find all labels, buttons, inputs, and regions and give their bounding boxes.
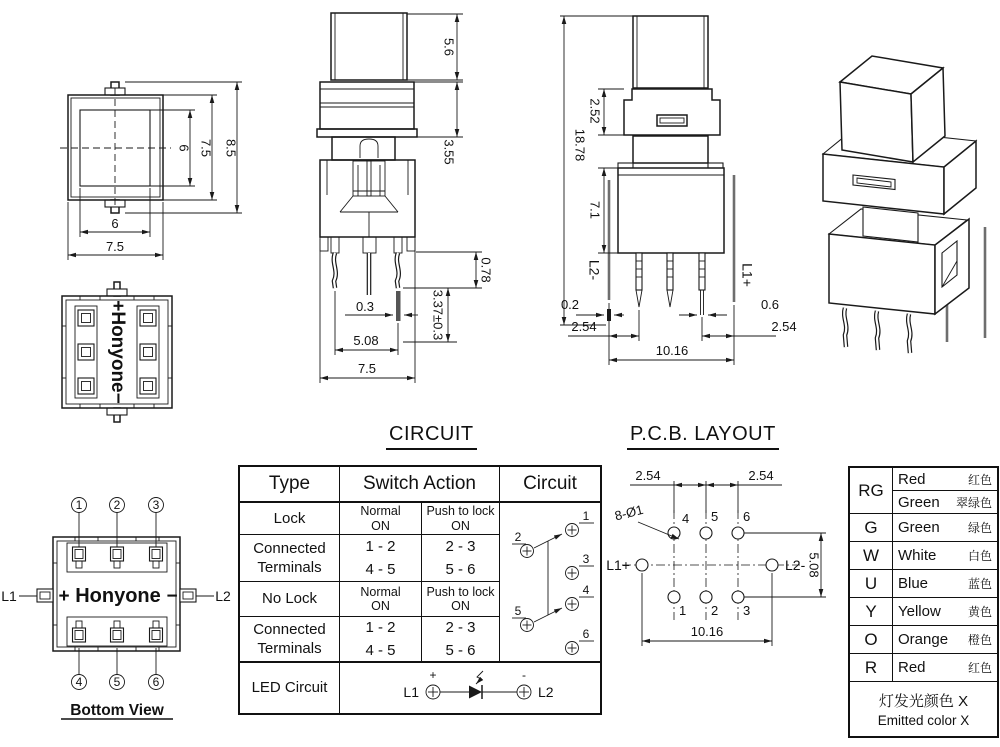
color-name-en: Green bbox=[898, 519, 940, 536]
circuit-cell-nolock: No Lock bbox=[240, 582, 340, 617]
circuit-cell-connected: Connected Terminals bbox=[240, 617, 340, 663]
color-name-en: White bbox=[898, 547, 937, 564]
color-name-cn: 红色 bbox=[967, 661, 992, 675]
color-name-cn: 白色 bbox=[967, 549, 992, 563]
measured-pin bbox=[396, 291, 401, 321]
dim-pin-t: 0.2 bbox=[560, 297, 580, 312]
color-table-footer bbox=[850, 682, 997, 736]
dim-body-width: 7.5 bbox=[105, 239, 125, 254]
led-circuit-diagram bbox=[341, 666, 599, 710]
cell-line: 2 - 3 bbox=[445, 538, 476, 556]
color-name-cn: 橙色 bbox=[967, 633, 992, 647]
dim-overall-height: 8.5 bbox=[223, 138, 239, 158]
color-entry bbox=[893, 514, 997, 541]
hole-callout: 8-Ø1 bbox=[613, 501, 645, 524]
dim-bezel-height: 3.55 bbox=[441, 139, 457, 165]
color-entry bbox=[893, 491, 997, 513]
circuit-table bbox=[238, 465, 602, 715]
dim-body-width: 7.5 bbox=[357, 361, 377, 376]
color-name-en: Orange bbox=[898, 631, 949, 648]
isometric-view-drawing bbox=[815, 42, 1000, 354]
terminal-label: 3 bbox=[582, 552, 590, 566]
side-view-pins bbox=[636, 253, 705, 315]
hole-label: 3 bbox=[743, 603, 751, 618]
dim-led-span: 10.16 bbox=[690, 624, 724, 639]
cell-line: Normal bbox=[360, 504, 401, 519]
bottom-view-body bbox=[1, 537, 231, 651]
color-entry bbox=[893, 570, 997, 597]
color-name-en: Blue bbox=[898, 575, 929, 592]
color-code: Y bbox=[850, 598, 893, 625]
circuit-cell bbox=[422, 535, 500, 582]
color-name-cn: 绿色 bbox=[967, 521, 992, 535]
dim-pin-length: 3.37±0.3 bbox=[430, 289, 446, 341]
circuit-cell bbox=[422, 582, 500, 617]
label-l2: L2 bbox=[215, 588, 231, 604]
cell-line: ON bbox=[451, 599, 470, 613]
color-row bbox=[850, 542, 997, 570]
pcb-l2-label: L2- bbox=[785, 557, 806, 573]
dim-cap-width: 6 bbox=[111, 216, 119, 231]
cell-line: 2 - 3 bbox=[445, 619, 476, 637]
bottom-view-callouts-top bbox=[72, 498, 164, 548]
footer-en: Emitted color X bbox=[877, 713, 970, 728]
led-l1-label: L1 bbox=[403, 684, 419, 700]
cell-line: Push to lock bbox=[426, 504, 495, 519]
label-l1: L1 bbox=[1, 588, 17, 604]
circuit-cell-lock: Lock bbox=[240, 503, 340, 535]
dim-bezel-height: 2.52 bbox=[587, 98, 603, 124]
circuit-cell bbox=[340, 503, 422, 535]
circuit-cell bbox=[422, 503, 500, 535]
marking-plus: + bbox=[58, 586, 70, 607]
cell-line: 1 - 2 bbox=[365, 619, 396, 637]
color-entry bbox=[893, 626, 997, 653]
pcb-title: P.C.B. LAYOUT bbox=[627, 423, 779, 450]
circuit-cell-led: LED Circuit bbox=[240, 663, 340, 713]
color-code: U bbox=[850, 570, 893, 597]
marking-minus: − bbox=[166, 586, 178, 607]
dim-pin-thickness: 0.3 bbox=[355, 299, 375, 314]
cell-line: Normal bbox=[360, 584, 401, 599]
pin-number: 4 bbox=[75, 675, 83, 689]
color-entry bbox=[893, 654, 997, 681]
color-entry bbox=[893, 542, 997, 569]
color-row bbox=[850, 626, 997, 654]
pcb-layout-drawing bbox=[608, 455, 858, 675]
circuit-cell bbox=[340, 582, 422, 617]
top-view-drawing bbox=[40, 82, 255, 272]
footer-cn: 灯发光颜色 X bbox=[878, 693, 969, 710]
hole-label: 2 bbox=[711, 603, 719, 618]
color-code: RG bbox=[850, 468, 893, 513]
cell-line: 5 - 6 bbox=[445, 641, 476, 659]
cell-line: ON bbox=[371, 518, 390, 533]
emitted-color-table bbox=[848, 466, 999, 738]
led-l2-label: L2 bbox=[538, 684, 554, 700]
front-view-body bbox=[317, 13, 417, 321]
led-minus: - bbox=[522, 668, 526, 682]
color-row bbox=[850, 598, 997, 626]
color-name-cn: 黄色 bbox=[967, 605, 992, 619]
dim-pin-pitch: 5.08 bbox=[353, 333, 379, 348]
color-name-cn: 翠绿色 bbox=[955, 495, 992, 510]
pin-number: 2 bbox=[113, 498, 121, 512]
terminal-label: 2 bbox=[514, 530, 522, 544]
circuit-col-circuit: Circuit bbox=[500, 467, 600, 503]
label-right-pin: L1+ bbox=[739, 263, 756, 287]
led-plus: + bbox=[429, 668, 437, 682]
side-view-drawing bbox=[548, 5, 803, 395]
bottom-view-drawing bbox=[0, 478, 235, 743]
pin-number: 5 bbox=[113, 675, 121, 689]
color-entry bbox=[893, 598, 997, 625]
side-pads-view-drawing bbox=[45, 280, 190, 430]
pcb-l1-label: L1+ bbox=[606, 557, 630, 573]
terminal-label: 4 bbox=[582, 583, 590, 597]
circuit-col-action: Switch Action bbox=[340, 467, 500, 503]
dim-right-offset: 2.54 bbox=[771, 319, 797, 334]
color-name-en: Yellow bbox=[898, 603, 941, 620]
led-circuit-cell bbox=[340, 663, 600, 713]
pin-number: 3 bbox=[152, 498, 160, 512]
dim-body-height: 7.5 bbox=[198, 138, 214, 158]
color-row bbox=[850, 468, 997, 514]
pin-number: 6 bbox=[152, 675, 160, 689]
dim-pitch-left: 2.54 bbox=[635, 468, 661, 483]
circuit-diagram bbox=[500, 503, 600, 661]
color-name-en: Green bbox=[898, 493, 940, 511]
top-view-body bbox=[60, 82, 171, 213]
circuit-title: CIRCUIT bbox=[386, 423, 477, 450]
front-view-drawing bbox=[285, 5, 505, 400]
terminal-label: 5 bbox=[514, 604, 522, 618]
side-view-body bbox=[609, 16, 734, 315]
color-name-en: Red bbox=[898, 659, 926, 676]
cell-line: Push to lock bbox=[426, 584, 495, 599]
pin-number: 1 bbox=[75, 498, 83, 512]
brand-marking: Honyone bbox=[75, 585, 161, 607]
color-code: G bbox=[850, 514, 893, 541]
pcb-dimensions bbox=[606, 468, 826, 646]
color-code: W bbox=[850, 542, 893, 569]
circuit-col-type: Type bbox=[240, 467, 340, 503]
dim-pin-span: 10.16 bbox=[655, 343, 689, 358]
dim-cap-height: 5.6 bbox=[441, 37, 457, 57]
cell-line: ON bbox=[451, 518, 470, 533]
dim-left-offset: 2.54 bbox=[571, 319, 597, 334]
color-name-cn: 红色 bbox=[967, 472, 992, 487]
dim-body-height: 7.1 bbox=[587, 200, 603, 220]
circuit-cell bbox=[422, 617, 500, 663]
color-name-cn: 蓝色 bbox=[967, 577, 992, 591]
terminal-label: 6 bbox=[582, 627, 590, 641]
cell-line: 4 - 5 bbox=[365, 560, 396, 578]
color-row bbox=[850, 514, 997, 542]
color-row bbox=[850, 570, 997, 598]
color-entry bbox=[893, 468, 997, 491]
cell-line: 4 - 5 bbox=[365, 641, 396, 659]
dim-pitch-right: 2.54 bbox=[748, 468, 774, 483]
circuit-diagram-cell bbox=[500, 503, 600, 663]
bottom-view-callouts-bottom bbox=[72, 648, 164, 690]
dim-pin-step: 0.78 bbox=[478, 257, 494, 283]
iso-switch bbox=[823, 56, 985, 353]
cell-line: ON bbox=[371, 599, 390, 613]
circuit-cell bbox=[340, 617, 422, 663]
dim-row-pitch: 5.08 bbox=[806, 552, 822, 578]
color-row bbox=[850, 654, 997, 682]
cell-line: 1 - 2 bbox=[365, 538, 396, 556]
led-diode-icon bbox=[469, 671, 483, 699]
color-code: R bbox=[850, 654, 893, 681]
color-code: O bbox=[850, 626, 893, 653]
brand-marking-vertical: +Honyone− bbox=[106, 300, 128, 404]
hole-label: 5 bbox=[711, 509, 719, 524]
hole-label: 4 bbox=[682, 511, 690, 526]
cell-line: 5 - 6 bbox=[445, 560, 476, 578]
label-left-pin: L2- bbox=[586, 259, 603, 281]
dim-overall-height: 18.78 bbox=[572, 128, 588, 162]
circuit-cell-connected: Connected Terminals bbox=[240, 535, 340, 582]
dim-cap-height: 6 bbox=[176, 144, 192, 152]
dim-pin-w: 0.6 bbox=[760, 297, 780, 312]
circuit-cell bbox=[340, 535, 422, 582]
hole-label: 1 bbox=[679, 603, 687, 618]
hole-label: 6 bbox=[743, 509, 751, 524]
terminal-label: 1 bbox=[582, 509, 590, 523]
color-name-en: Red bbox=[898, 470, 926, 488]
bottom-view-title: Bottom View bbox=[70, 702, 164, 719]
